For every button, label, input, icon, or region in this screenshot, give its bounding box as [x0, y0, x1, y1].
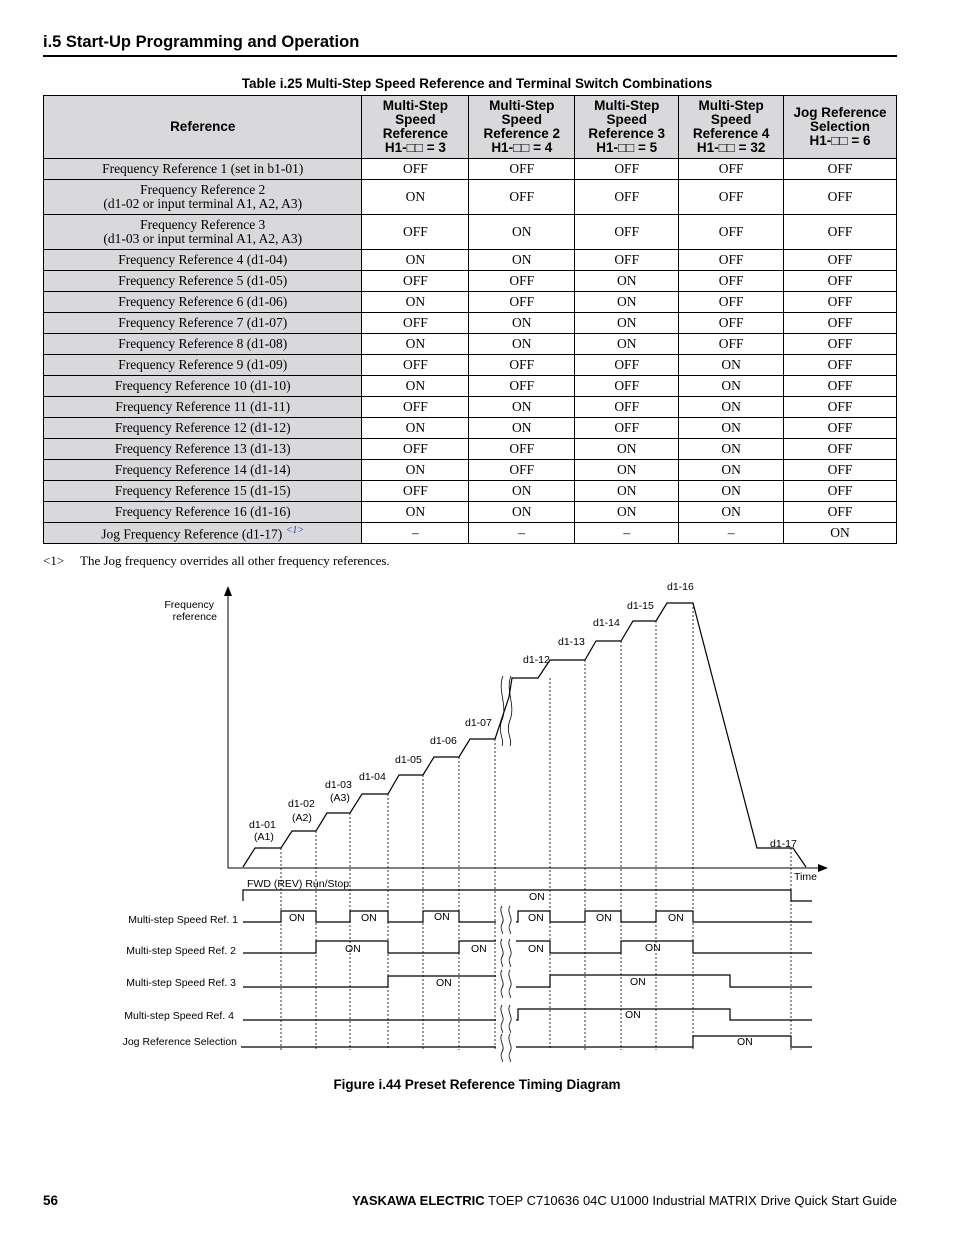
- switch-state-cell: OFF: [469, 460, 575, 481]
- switch-state-cell: OFF: [362, 215, 469, 250]
- reference-cell: Frequency Reference 6 (d1-06): [44, 292, 362, 313]
- switch-state-cell: OFF: [362, 397, 469, 418]
- y-axis-label-2: reference: [172, 611, 217, 623]
- label-a3: (A3): [330, 792, 350, 804]
- switch-state-cell: –: [362, 523, 469, 544]
- page-number: 56: [43, 1193, 59, 1208]
- label-d1-02: d1-02: [288, 798, 315, 810]
- switch-state-cell: OFF: [784, 334, 897, 355]
- ref2-on-2: ON: [471, 943, 487, 955]
- switch-state-cell: ON: [575, 460, 679, 481]
- switch-state-cell: ON: [679, 502, 784, 523]
- reference-cell: Frequency Reference 9 (d1-09): [44, 355, 362, 376]
- switch-state-cell: OFF: [362, 481, 469, 502]
- label-a2: (A2): [292, 812, 312, 824]
- figure-caption: Figure i.44 Preset Reference Timing Diagram: [333, 1077, 621, 1092]
- reference-cell: Frequency Reference 3 (d1-03 or input terminal A1, A2, A3): [44, 215, 362, 250]
- switch-state-cell: OFF: [784, 250, 897, 271]
- footnote-link[interactable]: <1>: [285, 525, 305, 537]
- label-d1-04: d1-04: [359, 771, 386, 783]
- switch-state-cell: ON: [362, 376, 469, 397]
- reference-cell: Frequency Reference 1 (set in b1-01): [44, 159, 362, 180]
- switch-state-cell: ON: [575, 334, 679, 355]
- ref1-on-6: ON: [668, 912, 684, 924]
- switch-state-cell: ON: [469, 481, 575, 502]
- ref2-on-1: ON: [345, 943, 361, 955]
- y-axis-label-1: Frequency: [164, 599, 214, 611]
- switch-state-cell: ON: [469, 418, 575, 439]
- section-title: i.5 Start-Up Programming and Operation: [43, 33, 360, 51]
- switch-state-cell: ON: [575, 439, 679, 460]
- switch-state-cell: OFF: [784, 376, 897, 397]
- switch-state-cell: ON: [575, 481, 679, 502]
- switch-state-cell: OFF: [679, 334, 784, 355]
- signal-ref2-after-break: [516, 941, 812, 953]
- jog-on: ON: [737, 1036, 753, 1048]
- footer-brand: YASKAWA ELECTRIC: [351, 1193, 485, 1208]
- reference-cell: Frequency Reference 12 (d1-12): [44, 418, 362, 439]
- ref1-on-4: ON: [528, 912, 544, 924]
- table-caption: Table i.25 Multi-Step Speed Reference and Terminal Switch Combinations: [241, 76, 713, 91]
- switch-state-cell: OFF: [469, 292, 575, 313]
- switch-state-cell: ON: [469, 334, 575, 355]
- switch-state-cell: ON: [469, 397, 575, 418]
- ref1-on-5: ON: [596, 912, 612, 924]
- switch-state-cell: OFF: [469, 376, 575, 397]
- signal-label-ref4: Multi-step Speed Ref. 4: [124, 1010, 234, 1022]
- ref2-on-3: ON: [528, 943, 544, 955]
- reference-cell: Jog Frequency Reference (d1-17) $^{<1>}$: [44, 523, 362, 544]
- switch-state-cell: OFF: [575, 159, 679, 180]
- label-d1-15: d1-15: [627, 600, 654, 612]
- switch-state-cell: ON: [469, 313, 575, 334]
- switch-state-cell: OFF: [575, 397, 679, 418]
- switch-state-cell: OFF: [679, 159, 784, 180]
- switch-state-cell: ON: [362, 250, 469, 271]
- signal-ref4-after-break: [516, 1009, 812, 1020]
- switch-state-cell: OFF: [362, 159, 469, 180]
- switch-state-cell: ON: [679, 355, 784, 376]
- switch-state-cell: ON: [679, 376, 784, 397]
- ref1-on-1: ON: [289, 912, 305, 924]
- switch-state-cell: OFF: [784, 271, 897, 292]
- header-speed-ref-1: Multi-Step Speed Reference H1-□□ = 3: [362, 96, 469, 159]
- switch-state-cell: OFF: [679, 313, 784, 334]
- switch-state-cell: OFF: [784, 481, 897, 502]
- switch-state-cell: ON: [469, 502, 575, 523]
- reference-cell: Frequency Reference 16 (d1-16): [44, 502, 362, 523]
- switch-state-cell: OFF: [362, 355, 469, 376]
- label-d1-13: d1-13: [558, 636, 585, 648]
- footnote: <1> The Jog frequency overrides all other frequency references.: [43, 553, 390, 568]
- step-labels: [249, 581, 797, 850]
- switch-state-cell: OFF: [784, 159, 897, 180]
- label-d1-01: d1-01: [249, 819, 276, 831]
- switch-state-cell: ON: [362, 334, 469, 355]
- signal-label-ref2: Multi-step Speed Ref. 2: [126, 945, 236, 957]
- label-d1-06: d1-06: [430, 735, 457, 747]
- label-d1-16: d1-16: [667, 581, 694, 593]
- switch-state-cell: ON: [679, 481, 784, 502]
- switch-state-cell: OFF: [784, 180, 897, 215]
- run-stop-signal: [243, 890, 812, 901]
- reference-cell: Frequency Reference 14 (d1-14): [44, 460, 362, 481]
- header-jog-selection: Jog Reference Selection H1-□□ = 6: [784, 96, 897, 159]
- guide-lines: [281, 603, 791, 1050]
- signal-label-ref3: Multi-step Speed Ref. 3: [126, 977, 236, 989]
- timing-break-marks: [501, 906, 511, 1062]
- reference-cell: Frequency Reference 13 (d1-13): [44, 439, 362, 460]
- switch-state-cell: ON: [575, 313, 679, 334]
- ref2-on-4: ON: [645, 942, 661, 954]
- header-reference: Reference: [44, 96, 362, 159]
- label-d1-17: d1-17: [770, 838, 797, 850]
- switch-state-cell: ON: [362, 418, 469, 439]
- switch-state-cell: OFF: [575, 355, 679, 376]
- switch-state-cell: ON: [362, 460, 469, 481]
- label-d1-03: d1-03: [325, 779, 352, 791]
- switch-state-cell: OFF: [784, 418, 897, 439]
- run-stop-label: FWD (REV) Run/Stop: [247, 878, 350, 890]
- switch-state-cell: –: [575, 523, 679, 544]
- switch-state-cell: ON: [784, 523, 897, 544]
- ref4-on: ON: [625, 1009, 641, 1021]
- switch-state-cell: ON: [679, 397, 784, 418]
- run-on-label: ON: [529, 891, 545, 903]
- switch-state-cell: ON: [469, 215, 575, 250]
- switch-state-cell: ON: [362, 180, 469, 215]
- switch-state-cell: OFF: [575, 180, 679, 215]
- label-d1-07: d1-07: [465, 717, 492, 729]
- reference-cell: Frequency Reference 5 (d1-05): [44, 271, 362, 292]
- switch-state-cell: –: [469, 523, 575, 544]
- switch-state-cell: OFF: [362, 271, 469, 292]
- signal-jog-after-break: [516, 1036, 812, 1047]
- switch-state-cell: ON: [679, 418, 784, 439]
- switch-state-cell: OFF: [679, 180, 784, 215]
- switch-state-cell: ON: [679, 439, 784, 460]
- switch-state-cell: OFF: [469, 180, 575, 215]
- reference-cell: Frequency Reference 11 (d1-11): [44, 397, 362, 418]
- switch-state-cell: ON: [575, 271, 679, 292]
- frequency-profile: [243, 603, 806, 867]
- y-axis-arrow-icon: [224, 586, 232, 596]
- switch-state-cell: OFF: [679, 292, 784, 313]
- ref3-on-2: ON: [630, 976, 646, 988]
- ref3-on-1: ON: [436, 977, 452, 989]
- signal-ref1-after-break: [516, 911, 812, 922]
- switch-state-cell: OFF: [575, 250, 679, 271]
- switch-state-cell: OFF: [679, 215, 784, 250]
- ref1-on-3: ON: [434, 911, 450, 923]
- switch-state-cell: OFF: [575, 376, 679, 397]
- switch-state-cell: OFF: [362, 439, 469, 460]
- switch-state-cell: OFF: [469, 355, 575, 376]
- switch-state-cell: ON: [575, 292, 679, 313]
- switch-state-cell: OFF: [784, 215, 897, 250]
- signal-ref2: [243, 941, 496, 953]
- header-speed-ref-4: Multi-Step Speed Reference 4 H1-□□ = 32: [679, 96, 784, 159]
- x-axis-arrow-icon: [818, 864, 828, 872]
- label-a1: (A1): [254, 831, 274, 843]
- label-d1-05: d1-05: [395, 754, 422, 766]
- switch-state-cell: OFF: [784, 397, 897, 418]
- reference-cell: Frequency Reference 15 (d1-15): [44, 481, 362, 502]
- header-speed-ref-2: Multi-Step Speed Reference 2 H1-□□ = 4: [469, 96, 575, 159]
- switch-state-cell: ON: [679, 460, 784, 481]
- reference-cell: Frequency Reference 4 (d1-04): [44, 250, 362, 271]
- reference-cell: Frequency Reference 7 (d1-07): [44, 313, 362, 334]
- switch-state-cell: OFF: [469, 159, 575, 180]
- page-footer: [352, 1193, 897, 1208]
- switch-state-cell: ON: [575, 502, 679, 523]
- switch-state-cell: OFF: [784, 460, 897, 481]
- reference-cell: Frequency Reference 8 (d1-08): [44, 334, 362, 355]
- ref1-on-2: ON: [361, 912, 377, 924]
- reference-cell: Frequency Reference 2 (d1-02 or input terminal A1, A2, A3): [44, 180, 362, 215]
- signal-label-jog: Jog Reference Selection: [122, 1036, 237, 1048]
- switch-state-cell: OFF: [575, 215, 679, 250]
- switch-state-cell: ON: [362, 502, 469, 523]
- footer-doc-title: TOEP C710636 04C U1000 Industrial MATRIX Drive Quick Start Guide: [484, 1193, 897, 1208]
- switch-state-cell: OFF: [362, 313, 469, 334]
- switch-state-cell: ON: [469, 250, 575, 271]
- switch-state-cell: OFF: [784, 292, 897, 313]
- switch-state-cell: OFF: [469, 439, 575, 460]
- switch-state-cell: OFF: [784, 313, 897, 334]
- reference-cell: Frequency Reference 10 (d1-10): [44, 376, 362, 397]
- x-axis-label: Time: [794, 871, 817, 883]
- signal-ref3-after-break: [516, 975, 812, 987]
- label-d1-12: d1-12: [523, 654, 550, 666]
- switch-state-cell: OFF: [469, 271, 575, 292]
- switch-state-cell: ON: [362, 292, 469, 313]
- signal-label-ref1: Multi-step Speed Ref. 1: [128, 914, 238, 926]
- switch-state-cell: OFF: [784, 502, 897, 523]
- switch-state-cell: OFF: [679, 250, 784, 271]
- switch-state-cell: OFF: [575, 418, 679, 439]
- switch-state-cell: OFF: [679, 271, 784, 292]
- switch-state-cell: OFF: [784, 439, 897, 460]
- switch-state-cell: –: [679, 523, 784, 544]
- switch-state-cell: OFF: [784, 355, 897, 376]
- label-d1-14: d1-14: [593, 617, 620, 629]
- header-speed-ref-3: Multi-Step Speed Reference 3 H1-□□ = 5: [575, 96, 679, 159]
